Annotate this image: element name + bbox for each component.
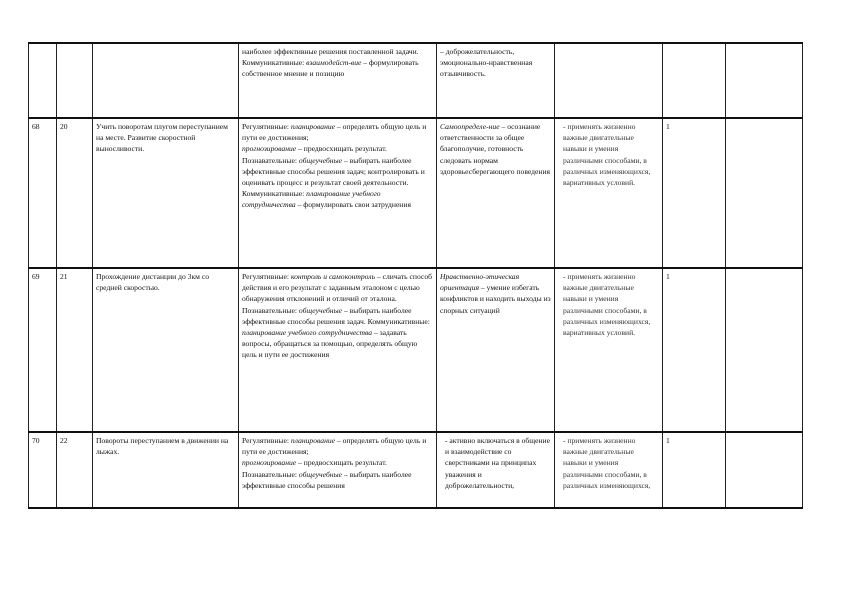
uud-label: Коммуникативные: [242,58,305,68]
lesson-number [29,43,57,118]
uud-cell [239,118,437,268]
lesson-number: 68 [29,118,57,268]
date-cell [726,43,803,118]
uud-desc: – задавать вопросы, обращаться за помощью, определять общую цель и пути ее достижения [242,328,418,360]
hours-cell [663,43,726,118]
uud-term: общеучебные [298,469,343,479]
uud-text: наиболее эффективные решения поставленной задачи. [242,47,419,56]
uud-label: Регулятивные: [242,122,289,131]
date-cell [726,432,803,508]
personal-text: – умение избегать конфликтов и находить выходы из спорных ситуаций [440,283,551,315]
uud-term: планирование учебного сотрудничества [242,328,373,338]
subject-results-cell: - применять жизненно важные двигательные навыки и умения различными способами, в различных изменяющихся, вариативных условий. [555,118,663,268]
hours-cell: 1 [663,268,726,432]
uud-term: прогнозирование [242,458,297,468]
uud-term: общеучебные [298,155,343,165]
uud-term: планирование учебного сотрудничества [242,189,381,210]
uud-desc: – формулировать свои затруднения [295,200,411,210]
personal-text: – осознание ответственности за общее благополучие, готовность следовать нормам здоровьесберегающего поведения [440,122,551,176]
personal-text: – доброжелательность, эмоционально-нравственная отзывчивость. [440,47,533,79]
personal-results-cell [437,118,555,268]
uud-desc: – выбирать наиболее эффективные способы решения задач. [242,305,412,326]
personal-results-cell [437,432,555,508]
personal-term: Самоопределе-ние [440,122,500,131]
uud-label: Познавательные: [242,469,297,479]
personal-results-cell [437,268,555,432]
lesson-number: 69 [29,268,57,432]
uud-desc: – определять общую цель и пути ее достижения; [242,122,427,143]
uud-label: Регулятивные: [242,272,289,281]
lesson-topic: Прохождение дистанции до 3км со средней скоростью. [93,268,239,432]
subject-results-cell: - применять жизненно важные двигательные навыки и умения различными способами, в различных изменяющихся, [555,432,663,508]
uud-desc: – сличать способ действия и его результат с заданным эталоном с целью обнаружения отклонений и отличий от эталона. [242,272,432,304]
uud-label: Познавательные: [242,305,297,315]
lesson-topic: Повороты переступанием в движении на лыжах. [93,432,239,508]
uud-label: Регулятивные: [242,436,289,445]
personal-term: Нравственно-этическая ориентация [440,272,520,293]
uud-cell [239,432,437,508]
personal-text: - активно включаться в общение и взаимодействие со сверстниками на принципах уважения и доброжелательности, [445,436,550,490]
table-row [29,268,803,432]
uud-term: общеучебные [298,305,343,315]
hours-cell: 1 [663,118,726,268]
lesson-plan-table [28,42,803,509]
uud-desc: – предвосхищать результат. [296,458,387,468]
uud-desc: – выбирать наиболее эффективные способы решения задач; контролировать и оценивать процесс и результат своей деятельности. [242,155,425,188]
uud-desc: – определять общую цель и пути ее достижения; [242,436,427,457]
lesson-index: 20 [57,118,93,268]
date-cell [726,268,803,432]
uud-desc: – выбирать наиболее эффективные способы решения [242,469,412,490]
subject-results-cell [555,43,663,118]
uud-cell [239,43,437,118]
lesson-topic: Учить поворотам плугом переступанием на месте. Развитие скоростной выносливости. [93,118,239,268]
table-row [29,432,803,508]
date-cell [726,118,803,268]
uud-cell [239,268,437,432]
uud-label: Познавательные: [242,155,297,165]
uud-term: контроль и самоконтроль [290,272,376,281]
lesson-number: 70 [29,432,57,508]
subject-results-cell: - применять жизненно важные двигательные навыки и умения различными способами, в различных изменяющихся, вариативных условий. [555,268,663,432]
uud-term: планирование [290,122,336,131]
table-row [29,118,803,268]
uud-term: прогнозирование [242,144,297,154]
lesson-index: 21 [57,268,93,432]
uud-term: взаимодейст-вие [306,58,362,68]
lesson-index: 22 [57,432,93,508]
uud-label: Коммуникативные: [242,189,305,199]
uud-desc: – предвосхищать результат. [296,144,387,154]
uud-term: планирование [290,436,336,445]
lesson-index [57,43,93,118]
personal-results-cell [437,43,555,118]
uud-label: Коммуникативные: [367,316,430,326]
lesson-topic [93,43,239,118]
table-row [29,43,803,118]
uud-desc: – формулировать собственное мнение и позицию [242,58,419,79]
hours-cell: 1 [663,432,726,508]
